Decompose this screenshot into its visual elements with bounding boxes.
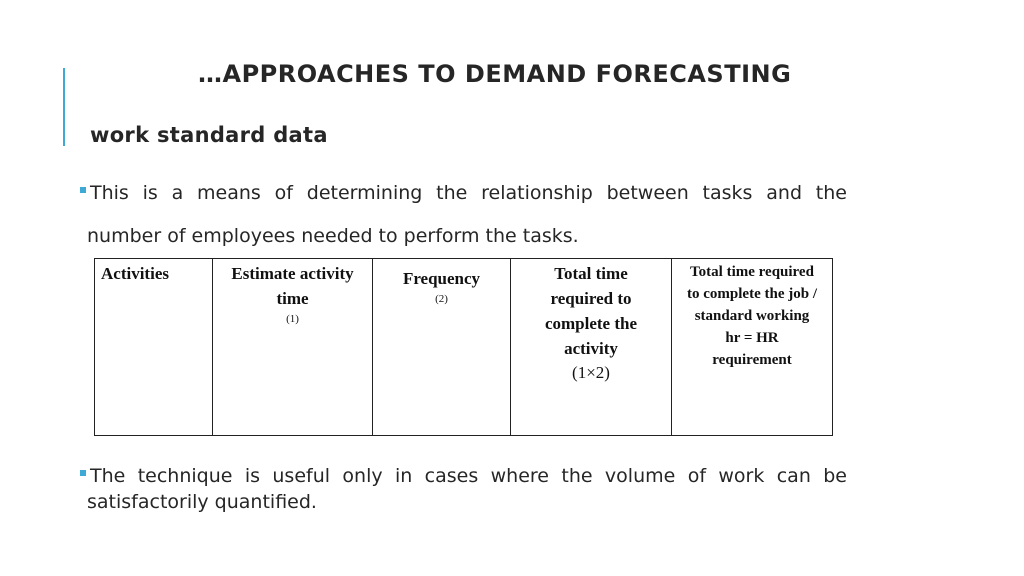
table-cell-frequency [373, 259, 511, 436]
table-cell-hr-requirement [672, 259, 833, 436]
header-total-line-3: complete the [544, 314, 638, 333]
header-total-line-2: required to [550, 289, 632, 308]
header-total-line-4: activity [564, 339, 618, 358]
bullet-2-line-2: satisfactorily quantified. [87, 491, 317, 513]
table-row [95, 259, 833, 436]
header-total-note: (1×2) [572, 363, 610, 382]
header-estimate-line-2: time [276, 289, 309, 308]
header-hr-line-3: standard working [694, 308, 810, 324]
square-bullet-icon [80, 187, 86, 193]
bullet-paragraph-1 [80, 178, 847, 250]
bullet-paragraph-2 [80, 463, 847, 515]
slide-title: …APPROACHES TO DEMAND FORECASTING [198, 60, 792, 88]
square-bullet-icon [80, 470, 86, 476]
header-frequency-note: (2) [435, 293, 448, 305]
header-frequency: Frequency [402, 269, 481, 288]
header-estimate-line-1: Estimate activity [231, 264, 354, 283]
bullet-2-line-1-text: The technique is useful only in cases where the volume of work can be [90, 465, 847, 487]
header-estimate-note: (1) [286, 313, 299, 325]
header-hr-line-1: Total time required [690, 264, 814, 280]
accent-bar [63, 68, 65, 146]
bullet-1-line-1-text: This is a means of determining the relationship between tasks and the [90, 182, 847, 204]
bullet-1-line-1 [80, 178, 847, 208]
bullet-2-line-1 [80, 463, 847, 489]
header-total-line-1: Total time [554, 264, 628, 283]
header-hr-line-2: to complete the job / [687, 286, 817, 302]
table-cell-activities [95, 259, 213, 436]
header-activities: Activities [101, 264, 169, 283]
work-standard-table [94, 258, 833, 436]
header-hr-line-4: hr = HR [725, 330, 779, 346]
slide-subtitle: work standard data [90, 123, 328, 147]
header-hr-line-5: requirement [712, 352, 792, 368]
table-cell-estimate-time [213, 259, 373, 436]
table-cell-total-time [511, 259, 672, 436]
bullet-1-line-2: number of employees needed to perform the tasks. [87, 225, 579, 247]
